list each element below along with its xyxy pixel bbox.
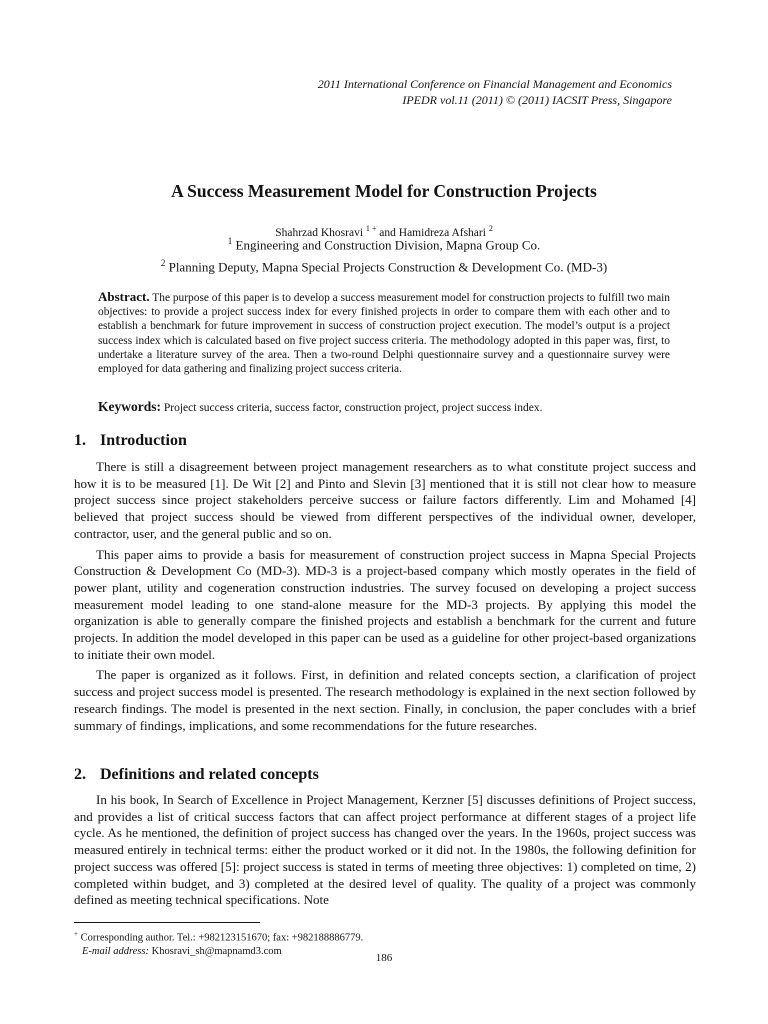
section-heading-introduction [74,432,187,450]
affiliation-text: Engineering and Construction Division, Mapna Group Co. [235,237,541,253]
keywords-label: Keywords: [98,399,161,414]
email-address: Khosravi_sh@mapnamd3.com [151,945,282,957]
abstract-text: The purpose of this paper is to develop a success measurement model for construction projects to fulfill two main objectives: to provide a project success index for every finished projects in order to compare them with each other and to establish a benchmark for future improvement in success of construction project execution. The model’s output is a project success index which is calculated based on five project success criteria. The methodology adopted in this paper was, first, to undertake a literature survey of the area. Then a two-round Delphi questionnaire survey and a questionnaire survey were employed for data gathering and finalizing project success criteria. [98,292,670,376]
footnote-contact: Corresponding author. Tel.: +982123151670; fax: +982188886779. [80,932,364,944]
section-number: 2. [74,766,86,783]
abstract-label: Abstract. [98,289,150,304]
definitions-body [74,792,696,913]
paragraph: The paper is organized as it follows. First, in definition and related concepts section, a clarification of project success and project success model is presented. The research methodology is explained in the next section followed by research findings. The model is presented in the next section. Finally, in conclusion, the paper concludes with a brief summary of findings, implications, and some recommendations for the future researches. [74,667,696,733]
affiliation-1 [0,236,768,253]
paragraph: In his book, In Search of Excellence in Project Management, Kerzner [5] discusses definitions of Project success, and provides a list of critical success factors that can affect project performance at different stages of a project life cycle. As he mentioned, the definition of project success has changed over the years. In the 1960s, project success was measured entirely in technical terms: either the product worked or it did not. In the 1980s, the following definition for project success was offered [5]: project success is stated in terms of meeting three objectives: 1) completed on time, 2) completed within budget, and 3) completed at the desired level of quality. The quality of a project was commonly defined as meeting technical specifications. Note [74,792,696,908]
section-heading-definitions [74,766,319,784]
running-header [318,76,672,108]
conference-name: 2011 International Conference on Financial Management and Economics [317,77,672,91]
affiliation-text: Planning Deputy, Mapna Special Projects Construction & Development Co. (MD-3) [168,259,608,275]
introduction-body [74,459,696,738]
affiliation-2 [0,258,768,275]
abstract [98,290,670,376]
keywords-text: Project success criteria, success factor, construction project, project success index. [163,402,543,414]
author-1: Shahrzad Khosravi [275,226,364,239]
affiliation-mark: 1 [227,236,233,246]
footnote-mark: + [74,930,78,938]
author-2-mark: 2 [488,224,493,233]
author-1-mark: 1 + [365,224,377,233]
email-label: E-mail address: [82,945,149,957]
section-number: 1. [74,432,86,449]
paragraph: There is still a disagreement between project management researchers as to what constitute project success and how it is to be measured [1]. De Wit [2] and Pinto and Slevin [3] mentioned that it is still not clear how to measure project success since project stakeholders perceive success or failure factors differently. Lim and Mohamed [4] believed that project success should be viewed from different perspectives of the individual owner, developer, contractor, user, and the general public and so on. [74,459,696,541]
section-title: Introduction [100,432,187,449]
keywords [98,399,670,415]
section-title: Definitions and related concepts [100,766,319,783]
footnote-rule [74,922,260,923]
footnote-line-1 [74,928,363,945]
author-2: Hamidreza Afshari [398,226,486,239]
author-connector: and [379,226,399,239]
affiliation-mark: 2 [160,258,166,268]
proceedings-info: IPEDR vol.11 (2011) © (2011) IACSIT Press, Singapore [402,93,672,107]
paper-title: A Success Measurement Model for Construction Projects [171,181,597,201]
page-number: 186 [375,952,393,964]
paragraph: This paper aims to provide a basis for measurement of construction project success in Mapna Special Projects Construction & Development Co (MD-3). MD-3 is a project-based company which mostly operates in the field of power plant, utility and cogeneration construction industries. The survey focused on developing a project success measurement model leading to one stand-alone measure for the MD-3 projects. By applying this model the organization is able to generally compare the finished projects and establish a benchmark for the current and future projects. In addition the model developed in this paper can be used as a guideline for other project-based organizations to initiate their own model. [74,546,696,662]
